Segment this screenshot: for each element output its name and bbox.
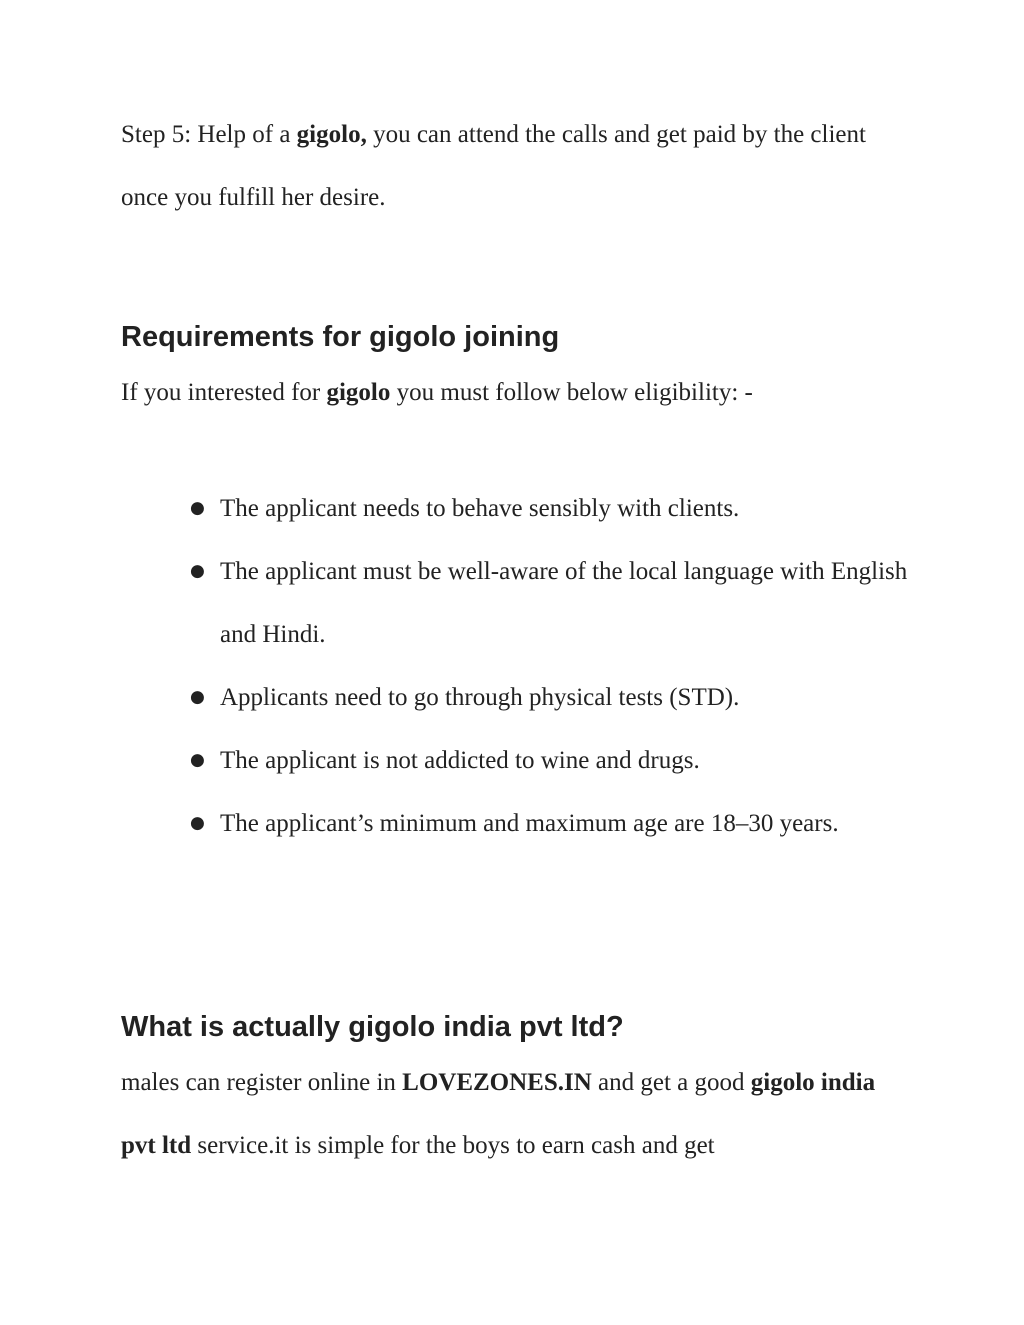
requirements-intro-prefix: If you interested for [121,379,327,406]
list-item-text: The applicant must be well-aware of the local language with English and Hindi. [220,558,908,648]
list-item-text: The applicant needs to behave sensibly with clients. [220,495,740,522]
step5-text-suffix: you can attend the calls and get paid by the client once you fulfill her desire. [121,121,866,211]
about-paragraph [121,1051,911,1177]
bullet-icon: ● [190,498,205,518]
bullet-icon: ● [190,561,205,581]
about-text-2: and get a good [591,1069,751,1096]
about-text-3: service.it is simple for the boys to earn cash and get [191,1132,715,1159]
bullet-icon: ● [190,750,205,770]
list-item [190,540,910,666]
step5-paragraph [121,103,911,229]
list-item-text: The applicant is not addicted to wine and drugs. [220,747,700,774]
step5-bold-term: gigolo, [296,121,367,148]
about-heading: What is actually gigolo india pvt ltd? [121,1011,624,1043]
list-item [190,666,910,729]
requirements-intro-suffix: you must follow below eligibility: - [390,379,753,406]
list-item [190,729,910,792]
list-item [190,477,910,540]
step5-text-prefix: Step 5: Help of a [121,121,297,148]
list-item-text: Applicants need to go through physical tests (STD). [220,684,740,711]
bullet-icon: ● [190,813,205,833]
list-item-text: The applicant’s minimum and maximum age are 18–30 years. [220,810,839,837]
about-text-1: males can register online in [121,1069,403,1096]
requirements-list [190,477,910,855]
requirements-intro [121,361,911,424]
list-item [190,792,860,855]
bullet-icon: ● [190,687,205,707]
requirements-intro-bold: gigolo [326,379,391,406]
gigolo-india-bold: gigolo india pvt ltd [121,1069,876,1159]
requirements-heading: Requirements for gigolo joining [121,321,560,353]
lovezones-bold: LOVEZONES.IN [402,1069,592,1096]
